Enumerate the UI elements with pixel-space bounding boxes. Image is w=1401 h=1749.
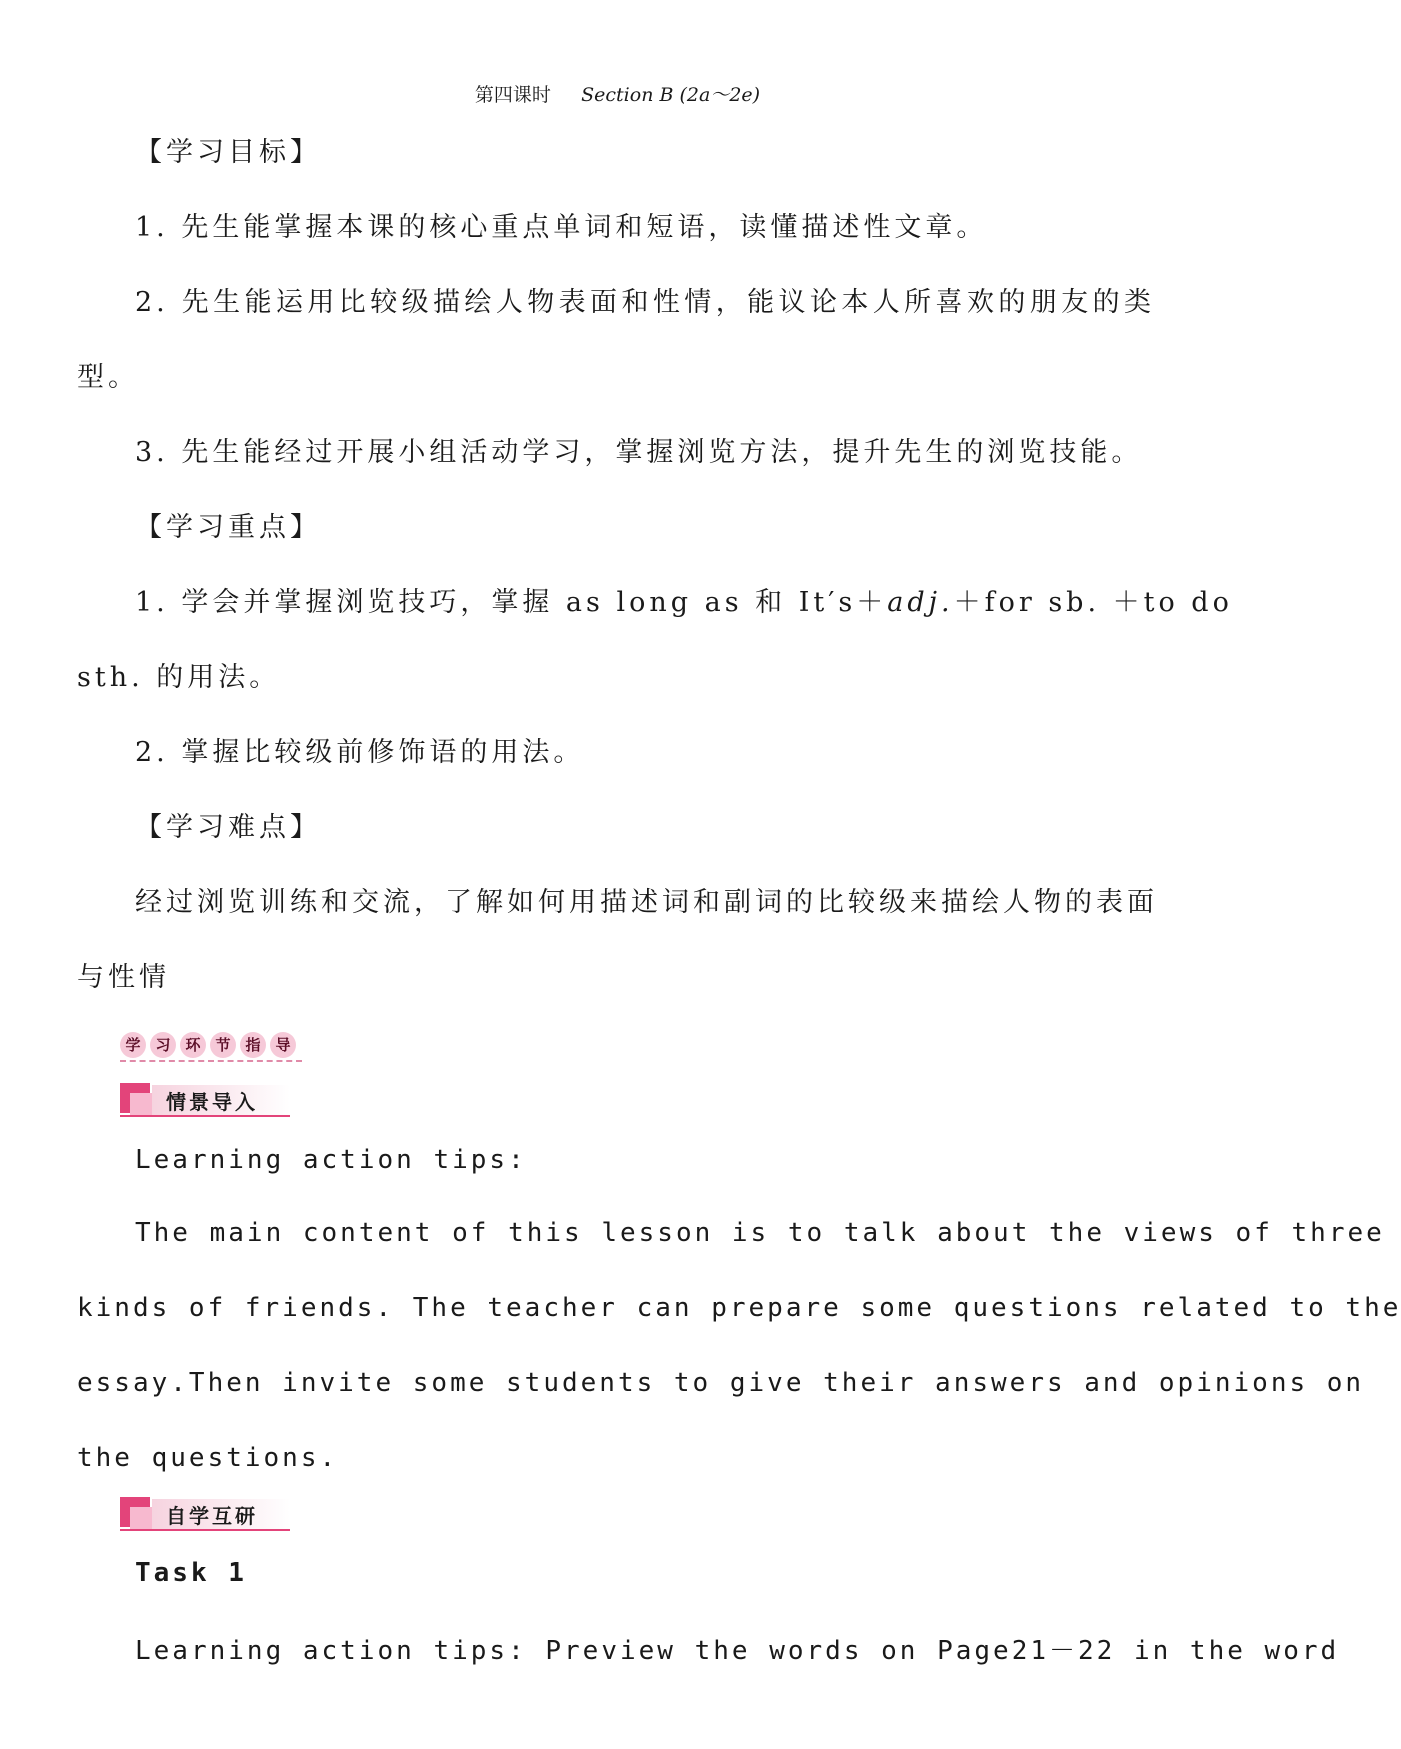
- intro-paragraph-line4: the questions.: [77, 1443, 339, 1473]
- difficulties-line2: 与性情: [77, 962, 170, 993]
- banner-char: 环: [180, 1032, 206, 1058]
- tips-title: Learning action tips:: [135, 1145, 527, 1175]
- banner-char: 学: [120, 1032, 146, 1058]
- key-point-item-1-line2: sth. 的用法。: [77, 662, 281, 693]
- difficulties-title: 【学习难点】: [135, 812, 321, 843]
- section-banner-intro: [120, 1083, 290, 1117]
- banner-char: 导: [270, 1032, 296, 1058]
- key-point-item-1-line1: 1. 学会并掌握浏览技巧，掌握 as long as 和 It′s＋adj.＋for sb. ＋to do: [135, 587, 1233, 618]
- goal-item-2-line2: 型。: [77, 362, 139, 393]
- goal-item-1: 1. 先生能掌握本课的核心重点单词和短语，读懂描述性文章。: [135, 212, 988, 243]
- difficulties-line1: 经过浏览训练和交流，了解如何用描述词和副词的比较级来描绘人物的表面: [135, 887, 1158, 918]
- banner-underline: [120, 1060, 302, 1062]
- goal-item-3: 3. 先生能经过开展小组活动学习，掌握浏览方法，提升先生的浏览技能。: [135, 437, 1143, 468]
- study-guide-banner: [120, 1030, 302, 1062]
- section-label: Section B (2a～2e): [581, 84, 761, 106]
- key-point-item-2: 2. 掌握比较级前修饰语的用法。: [135, 737, 585, 768]
- task-tips-line: Learning action tips: Preview the words on Page21－22 in the word: [135, 1636, 1340, 1666]
- task-title: Task 1: [135, 1558, 247, 1588]
- goals-title: 【学习目标】: [135, 137, 321, 168]
- intro-paragraph-line2: kinds of friends. The teacher can prepare some questions related to the: [77, 1293, 1401, 1323]
- page-header: [0, 80, 1235, 107]
- section-label: 自学互研: [166, 1504, 258, 1528]
- banner-char: 习: [150, 1032, 176, 1058]
- section-banner-selfstudy: [120, 1497, 290, 1531]
- intro-paragraph-line1: The main content of this lesson is to talk about the views of three: [135, 1218, 1385, 1248]
- intro-paragraph-line3: essay.Then invite some students to give their answers and opinions on: [77, 1368, 1365, 1398]
- banner-char: 指: [240, 1032, 266, 1058]
- goal-item-2-line1: 2. 先生能运用比较级描绘人物表面和性情，能议论本人所喜欢的朋友的类: [135, 287, 1155, 318]
- key-points-title: 【学习重点】: [135, 512, 321, 543]
- banner-char: 节: [210, 1032, 236, 1058]
- section-label: 情景导入: [166, 1090, 258, 1114]
- lesson-label: 第四课时: [474, 84, 551, 106]
